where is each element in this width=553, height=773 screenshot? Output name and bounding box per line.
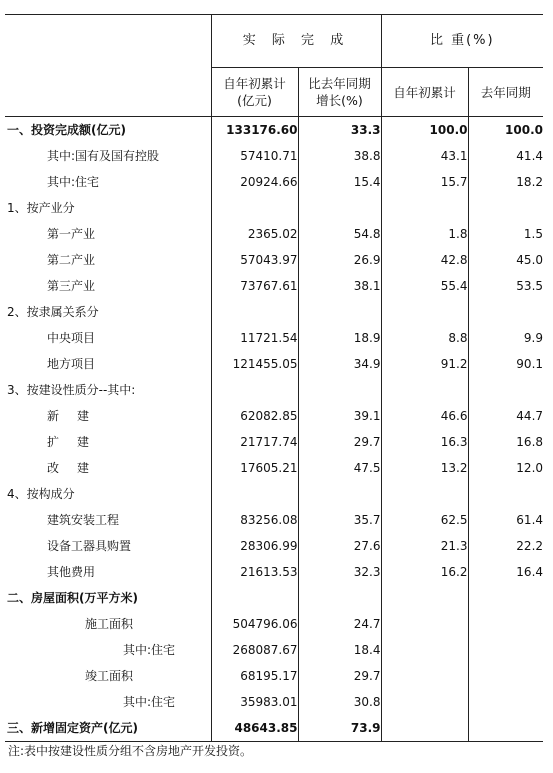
row-label: 新建: [47, 409, 108, 423]
cell-ytd: 83256.08: [211, 507, 298, 533]
cell-yoy: 34.9: [298, 351, 381, 377]
row-label: 第一产业: [47, 227, 96, 241]
row-label: 一、投资完成额(亿元): [7, 123, 126, 137]
cell-ytd: 57043.97: [211, 247, 298, 273]
cell-share-last: 12.0: [468, 455, 543, 481]
table-row: [5, 715, 543, 742]
header-ytd-line1: 自年初累计: [223, 76, 286, 91]
table-row: [5, 689, 543, 715]
row-label: 二、房屋面积(万平方米): [7, 591, 138, 605]
cell-share-last: [468, 195, 543, 221]
table-row: [5, 403, 543, 429]
table-row: [5, 195, 543, 221]
table-row: [5, 273, 543, 299]
row-label: 三、新增固定资产(亿元): [5, 715, 211, 742]
row-label: 4、按构成分: [7, 487, 75, 501]
cell-ytd: 121455.05: [211, 351, 298, 377]
cell-share-ytd: 1.8: [381, 221, 468, 247]
cell-share-ytd: [381, 689, 468, 715]
table-header-row-1: [5, 15, 543, 68]
cell-share-last: 100.0: [468, 117, 543, 144]
cell-ytd: [211, 377, 298, 403]
header-blank-cell-2: [5, 68, 211, 117]
cell-share-last: [468, 585, 543, 611]
cell-share-last: [468, 715, 543, 742]
cell-share-ytd: [381, 663, 468, 689]
cell-yoy: 29.7: [298, 429, 381, 455]
cell-share-last: [468, 377, 543, 403]
cell-ytd: 21717.74: [211, 429, 298, 455]
cell-ytd: 133176.60: [211, 117, 298, 144]
cell-share-last: 44.7: [468, 403, 543, 429]
table-footnote: 注:表中按建设性质分组不含房地产开发投资。: [8, 744, 253, 758]
cell-share-ytd: [381, 637, 468, 663]
cell-yoy: 35.7: [298, 507, 381, 533]
cell-share-last: 22.2: [468, 533, 543, 559]
row-label: 设备工器具购置: [47, 539, 132, 553]
cell-yoy: 38.1: [298, 273, 381, 299]
cell-yoy: 54.8: [298, 221, 381, 247]
row-label: 2、按隶属关系分: [7, 305, 99, 319]
row-label: 建筑安装工程: [47, 513, 120, 527]
cell-yoy: 15.4: [298, 169, 381, 195]
table-row: [5, 585, 543, 611]
cell-share-last: [468, 611, 543, 637]
cell-ytd: [211, 299, 298, 325]
cell-share-last: [468, 299, 543, 325]
cell-ytd: 11721.54: [211, 325, 298, 351]
cell-yoy: 27.6: [298, 533, 381, 559]
cell-ytd: 48643.85: [211, 715, 298, 742]
cell-share-ytd: 13.2: [381, 455, 468, 481]
cell-yoy: 18.9: [298, 325, 381, 351]
table-row: [5, 325, 543, 351]
cell-yoy: [298, 377, 381, 403]
cell-share-last: [468, 481, 543, 507]
table-row: [5, 351, 543, 377]
cell-share-ytd: 43.1: [381, 143, 468, 169]
cell-ytd: 68195.17: [211, 663, 298, 689]
cell-share-last: [468, 689, 543, 715]
cell-share-ytd: [381, 377, 468, 403]
table-row: [5, 559, 543, 585]
cell-ytd: 73767.61: [211, 273, 298, 299]
cell-ytd: 268087.67: [211, 637, 298, 663]
cell-share-ytd: 16.3: [381, 429, 468, 455]
table-row: [5, 377, 543, 403]
cell-ytd: [211, 585, 298, 611]
header-yoy-line2: 增长(%): [316, 93, 363, 108]
cell-yoy: [298, 195, 381, 221]
table-row: [5, 455, 543, 481]
cell-ytd: 62082.85: [211, 403, 298, 429]
header-share-last: 去年同期: [468, 68, 543, 117]
row-label: 第三产业: [47, 279, 96, 293]
cell-ytd: [211, 481, 298, 507]
table-row: [5, 611, 543, 637]
header-ytd: [211, 68, 298, 117]
table-row: [5, 299, 543, 325]
cell-yoy: 73.9: [298, 715, 381, 742]
cell-share-ytd: [381, 481, 468, 507]
cell-share-ytd: 21.3: [381, 533, 468, 559]
cell-share-last: 9.9: [468, 325, 543, 351]
cell-ytd: [211, 195, 298, 221]
cell-share-ytd: 100.0: [381, 117, 468, 144]
table-row: [5, 481, 543, 507]
row-label: 第二产业: [47, 253, 96, 267]
cell-ytd: 20924.66: [211, 169, 298, 195]
table-row: [5, 663, 543, 689]
cell-share-ytd: 15.7: [381, 169, 468, 195]
cell-share-ytd: [381, 585, 468, 611]
cell-share-last: 61.4: [468, 507, 543, 533]
cell-ytd: 2365.02: [211, 221, 298, 247]
cell-share-last: 41.4: [468, 143, 543, 169]
row-label: 其中:住宅: [123, 643, 176, 657]
cell-share-ytd: 16.2: [381, 559, 468, 585]
cell-share-ytd: [381, 195, 468, 221]
cell-share-ytd: 91.2: [381, 351, 468, 377]
cell-yoy: [298, 299, 381, 325]
table-row: [5, 507, 543, 533]
row-label: 其中:住宅: [47, 175, 100, 189]
row-label: 其中:住宅: [123, 695, 176, 709]
row-label: 1、按产业分: [7, 201, 75, 215]
table-row: [5, 169, 543, 195]
cell-yoy: 26.9: [298, 247, 381, 273]
header-yoy: [298, 68, 381, 117]
cell-yoy: 32.3: [298, 559, 381, 585]
cell-ytd: 28306.99: [211, 533, 298, 559]
header-yoy-line1: 比去年同期: [308, 76, 371, 91]
cell-yoy: 38.8: [298, 143, 381, 169]
cell-share-last: 1.5: [468, 221, 543, 247]
cell-share-last: [468, 637, 543, 663]
cell-share-last: 16.8: [468, 429, 543, 455]
table-header-row-2: [5, 68, 543, 117]
row-label: 其中:国有及国有控股: [47, 149, 160, 163]
table-row: [5, 429, 543, 455]
table-row: [5, 637, 543, 663]
row-label: 施工面积: [85, 617, 134, 631]
header-blank-cell: [5, 15, 211, 68]
cell-share-last: 45.0: [468, 247, 543, 273]
cell-yoy: 39.1: [298, 403, 381, 429]
cell-share-last: 90.1: [468, 351, 543, 377]
row-label: 扩建: [47, 435, 108, 449]
table-row: [5, 533, 543, 559]
cell-ytd: 57410.71: [211, 143, 298, 169]
investment-table: [5, 14, 543, 742]
header-actual: 实 际 完 成: [211, 15, 381, 68]
cell-yoy: 29.7: [298, 663, 381, 689]
cell-ytd: 21613.53: [211, 559, 298, 585]
header-share-ytd: 自年初累计: [381, 68, 468, 117]
cell-share-ytd: 42.8: [381, 247, 468, 273]
cell-yoy: 24.7: [298, 611, 381, 637]
table-row: [5, 117, 543, 144]
cell-share-last: [468, 663, 543, 689]
cell-share-last: 16.4: [468, 559, 543, 585]
cell-yoy: 18.4: [298, 637, 381, 663]
row-label: 竣工面积: [85, 669, 134, 683]
cell-share-ytd: [381, 611, 468, 637]
cell-yoy: 33.3: [298, 117, 381, 144]
cell-ytd: 504796.06: [211, 611, 298, 637]
table-row: [5, 143, 543, 169]
cell-share-last: 18.2: [468, 169, 543, 195]
cell-yoy: 30.8: [298, 689, 381, 715]
cell-share-ytd: [381, 715, 468, 742]
cell-yoy: [298, 481, 381, 507]
cell-ytd: 35983.01: [211, 689, 298, 715]
row-label: 地方项目: [47, 357, 96, 371]
cell-share-ytd: 62.5: [381, 507, 468, 533]
row-label: 中央项目: [47, 331, 96, 345]
header-share: 比 重(%): [381, 15, 543, 68]
cell-ytd: 17605.21: [211, 455, 298, 481]
row-label: 改建: [47, 461, 108, 475]
cell-share-ytd: 46.6: [381, 403, 468, 429]
row-label: 其他费用: [47, 565, 96, 579]
cell-share-ytd: 8.8: [381, 325, 468, 351]
header-ytd-line2: (亿元): [237, 93, 272, 108]
cell-share-ytd: 55.4: [381, 273, 468, 299]
table-row: [5, 221, 543, 247]
row-label: 3、按建设性质分--其中:: [7, 383, 136, 397]
cell-yoy: 47.5: [298, 455, 381, 481]
cell-share-ytd: [381, 299, 468, 325]
cell-share-last: 53.5: [468, 273, 543, 299]
cell-yoy: [298, 585, 381, 611]
table-row: [5, 247, 543, 273]
